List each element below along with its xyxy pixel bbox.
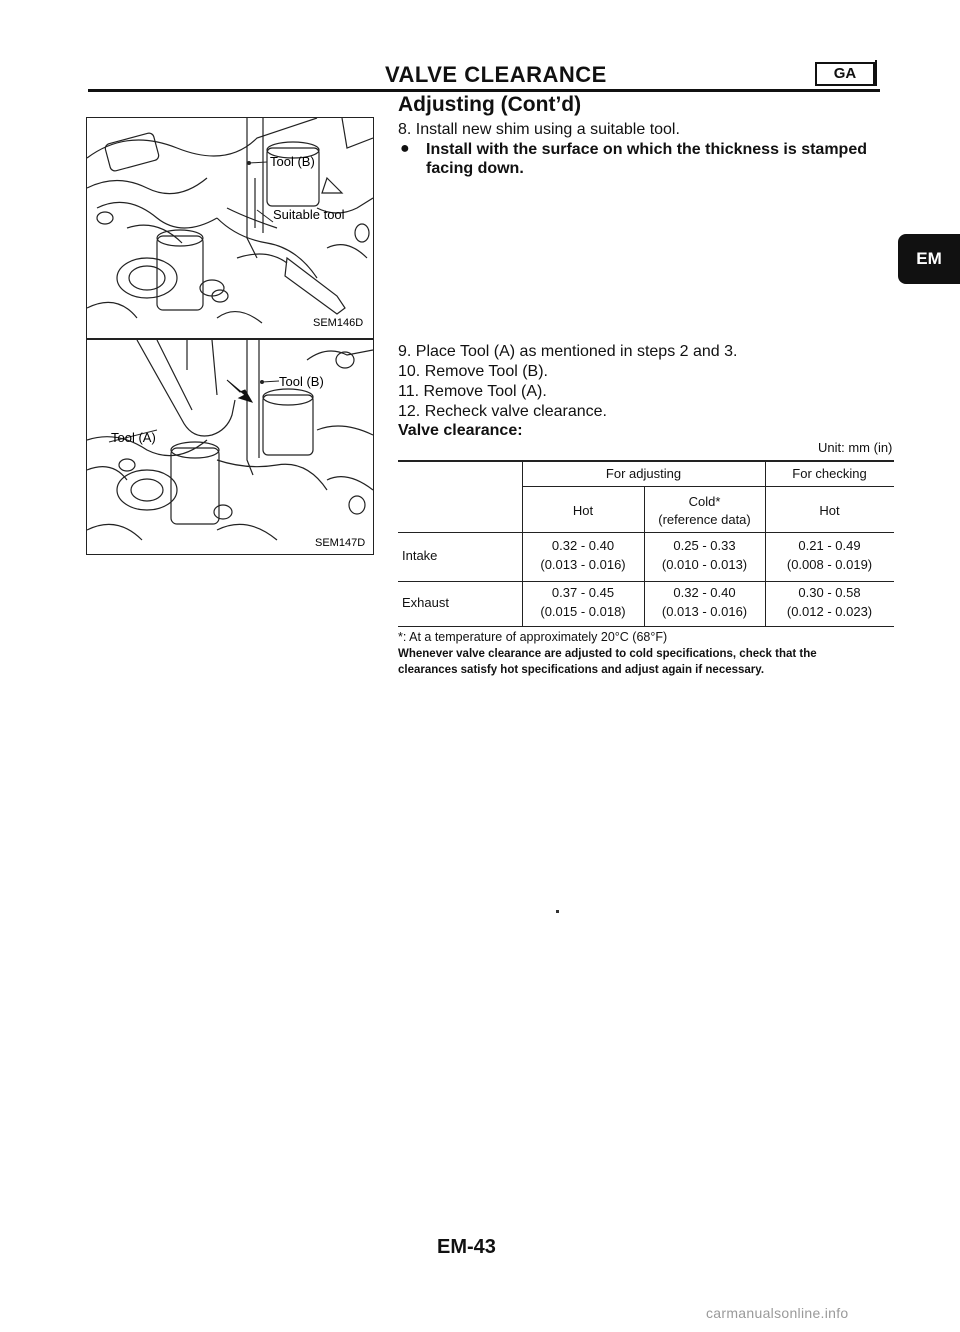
header-for-adjusting: For adjusting bbox=[605, 466, 682, 481]
exhaust-check-mm: 0.30 - 0.58 bbox=[798, 585, 861, 600]
callout-suitable-tool: Suitable tool bbox=[273, 207, 345, 222]
bullet-marker: ● bbox=[400, 140, 410, 157]
header-hot: Hot bbox=[572, 503, 594, 518]
intake-check-mm: 0.21 - 0.49 bbox=[798, 538, 861, 553]
header-for-checking: For checking bbox=[792, 466, 867, 481]
intake-hot-in: (0.013 - 0.016) bbox=[540, 557, 626, 572]
step-12: 12. Recheck valve clearance. bbox=[398, 403, 607, 420]
section-index-label: EM bbox=[916, 249, 942, 268]
warning-note-line1: Whenever valve clearance are adjusted to cold specifications, check that the bbox=[398, 648, 817, 660]
intake-check-in: (0.008 - 0.019) bbox=[786, 557, 873, 572]
exhaust-hot-mm: 0.37 - 0.45 bbox=[551, 585, 615, 600]
exhaust-hot-in: (0.015 - 0.018) bbox=[540, 604, 626, 619]
intake-cold-mm: 0.25 - 0.33 bbox=[673, 538, 736, 553]
exhaust-cold-in: (0.013 - 0.016) bbox=[661, 604, 748, 619]
callout-tool-b: Tool (B) bbox=[279, 374, 324, 389]
header-cold: Cold* bbox=[688, 494, 721, 509]
step-8: 8. Install new shim using a suitable tool. bbox=[398, 121, 680, 138]
figure-code: SEM146D bbox=[313, 317, 364, 329]
spec-heading: Valve clearance: bbox=[398, 422, 523, 439]
table-footnote: *: At a temperature of approximately 20°C (68°F) bbox=[398, 630, 668, 644]
page-header-title: VALVE CLEARANCE bbox=[385, 62, 607, 87]
step-11: 11. Remove Tool (A). bbox=[398, 383, 547, 400]
header-rule bbox=[88, 89, 880, 92]
section-index-tab[interactable] bbox=[898, 234, 960, 284]
intake-hot-mm: 0.32 - 0.40 bbox=[551, 538, 615, 553]
step-8-note-line1: Install with the surface on which the thickness is stamped bbox=[426, 141, 867, 158]
exhaust-check-in: (0.012 - 0.023) bbox=[786, 604, 873, 619]
table-rule bbox=[522, 486, 894, 487]
table-unit-label: Unit: mm (in) bbox=[818, 440, 893, 455]
table-rule bbox=[398, 581, 894, 582]
figure-code: SEM147D bbox=[315, 537, 366, 549]
header-check-hot: Hot bbox=[819, 503, 840, 518]
valve-clearance-table bbox=[398, 460, 894, 627]
watermark: carmanualsonline.info bbox=[706, 1305, 849, 1321]
page-number: EM-43 bbox=[437, 1236, 496, 1258]
callout-tool-b: Tool (B) bbox=[270, 154, 315, 169]
step-8-note-line2: facing down. bbox=[426, 160, 524, 177]
row-label-intake: Intake bbox=[402, 548, 438, 563]
scan-speck bbox=[556, 910, 559, 913]
intake-cold-in: (0.010 - 0.013) bbox=[661, 557, 748, 572]
table-bottom-rule bbox=[398, 626, 894, 627]
exhaust-cold-mm: 0.32 - 0.40 bbox=[673, 585, 736, 600]
engine-illustration-1 bbox=[87, 118, 373, 338]
section-title: Adjusting (Cont’d) bbox=[398, 93, 582, 116]
engine-tag-badge: GA bbox=[815, 62, 875, 86]
callout-tool-a: Tool (A) bbox=[111, 430, 156, 445]
step-9: 9. Place Tool (A) as mentioned in steps 2 and 3. bbox=[398, 343, 738, 360]
table-top-rule bbox=[398, 460, 894, 462]
figure-install-shim bbox=[86, 117, 374, 339]
row-label-exhaust: Exhaust bbox=[402, 595, 449, 610]
header-cold-reference: (reference data) bbox=[658, 512, 751, 527]
table-rule bbox=[398, 532, 894, 533]
figure-remove-tools bbox=[86, 339, 374, 555]
engine-illustration-2 bbox=[87, 340, 373, 554]
step-10: 10. Remove Tool (B). bbox=[398, 363, 548, 380]
warning-note-line2: clearances satisfy hot specifications and adjust again if necessary. bbox=[398, 664, 765, 676]
